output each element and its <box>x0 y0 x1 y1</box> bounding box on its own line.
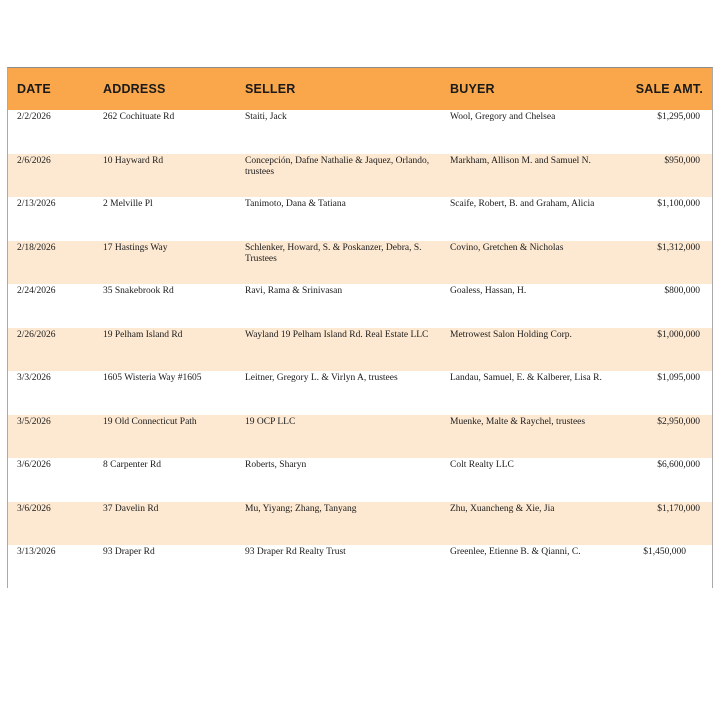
cell-sale-amount: $1,100,000 <box>657 199 700 209</box>
cell-seller: Wayland 19 Pelham Island Rd. Real Estate LLC <box>245 329 429 340</box>
cell-address: 17 Hastings Way <box>103 242 168 253</box>
table-row <box>8 545 713 588</box>
cell-seller: Concepción, Dafne Nathalie & Jaquez, Orlando, trustees <box>245 155 430 177</box>
cell-address: 262 Cochituate Rd <box>103 112 175 122</box>
cell-date: 2/13/2026 <box>17 199 56 209</box>
cell-buyer: Colt Realty LLC <box>450 460 514 470</box>
cell-seller: Ravi, Rama & Srinivasan <box>245 286 343 296</box>
cell-seller: Roberts, Sharyn <box>245 460 307 470</box>
cell-address: 2 Melville Pl <box>103 199 153 209</box>
cell-sale-amount: $1,450,000 <box>643 547 686 557</box>
cell-date: 2/18/2026 <box>17 242 56 253</box>
cell-date: 2/26/2026 <box>17 329 56 340</box>
cell-date: 3/5/2026 <box>17 416 51 427</box>
cell-buyer: Goaless, Hassan, H. <box>450 286 527 296</box>
cell-buyer: Muenke, Malte & Raychel, trustees <box>450 416 586 427</box>
cell-sale-amount: $1,000,000 <box>657 329 700 340</box>
cell-seller: 93 Draper Rd Realty Trust <box>245 547 346 557</box>
cell-seller: Staiti, Jack <box>245 112 287 122</box>
cell-date: 2/2/2026 <box>17 112 51 122</box>
cell-buyer: Scaife, Robert, B. and Graham, Alicia <box>450 199 595 209</box>
cell-sale-amount: $1,312,000 <box>657 242 700 253</box>
cell-buyer: Greenlee, Etienne B. & Qianni, C. <box>450 547 581 557</box>
table-row <box>8 458 713 502</box>
cell-address: 35 Snakebrook Rd <box>103 286 174 296</box>
cell-seller: Tanimoto, Dana & Tatiana <box>245 199 346 209</box>
cell-sale-amount: $6,600,000 <box>657 460 700 470</box>
cell-buyer: Covino, Gretchen & Nicholas <box>450 242 564 253</box>
cell-address: 10 Hayward Rd <box>103 155 164 166</box>
cell-date: 2/6/2026 <box>17 155 51 166</box>
cell-seller: 19 OCP LLC <box>245 416 296 427</box>
table-row <box>8 110 713 154</box>
cell-date: 3/6/2026 <box>17 503 51 514</box>
column-header-buyer[interactable]: BUYER <box>450 82 495 96</box>
sales-table-container <box>7 67 713 588</box>
column-header-date[interactable]: DATE <box>17 82 51 96</box>
table-row <box>8 328 713 372</box>
table-row <box>8 502 713 546</box>
column-header-address[interactable]: ADDRESS <box>103 82 166 96</box>
cell-buyer: Zhu, Xuancheng & Xie, Jia <box>450 503 555 514</box>
cell-seller: Schlenker, Howard, S. & Poskanzer, Debra, S. Trustees <box>245 242 422 264</box>
property-sales-table <box>8 68 713 588</box>
cell-buyer: Markham, Allison M. and Samuel N. <box>450 155 591 166</box>
cell-buyer: Wool, Gregory and Chelsea <box>450 112 556 122</box>
column-header-seller[interactable]: SELLER <box>245 82 296 96</box>
table-row <box>8 415 713 459</box>
cell-address: 1605 Wisteria Way #1605 <box>103 373 202 383</box>
column-header-sale-amount[interactable]: SALE AMT. <box>635 82 703 96</box>
cell-date: 3/13/2026 <box>17 547 56 557</box>
cell-seller: Leitner, Gregory L. & Virlyn A, trustees <box>245 373 398 383</box>
cell-sale-amount: $800,000 <box>664 286 700 296</box>
cell-address: 8 Carpenter Rd <box>103 460 162 470</box>
cell-sale-amount: $1,295,000 <box>657 112 700 122</box>
cell-address: 93 Draper Rd <box>103 547 155 557</box>
cell-sale-amount: $1,170,000 <box>657 503 700 514</box>
cell-buyer: Metrowest Salon Holding Corp. <box>450 329 572 340</box>
cell-address: 19 Old Connecticut Path <box>103 416 197 427</box>
cell-seller: Mu, Yiyang; Zhang, Tanyang <box>245 503 357 514</box>
table-row <box>8 197 713 241</box>
table-row <box>8 241 713 285</box>
cell-sale-amount: $1,095,000 <box>657 373 700 383</box>
cell-address: 37 Davelin Rd <box>103 503 159 514</box>
cell-buyer: Landau, Samuel, E. & Kalberer, Lisa R. <box>450 373 602 383</box>
table-row <box>8 284 713 328</box>
cell-date: 3/3/2026 <box>17 373 51 383</box>
cell-date: 2/24/2026 <box>17 286 56 296</box>
table-row <box>8 154 713 198</box>
cell-sale-amount: $950,000 <box>664 155 700 166</box>
cell-sale-amount: $2,950,000 <box>657 416 700 427</box>
table-row <box>8 371 713 415</box>
cell-address: 19 Pelham Island Rd <box>103 329 183 340</box>
table-header-row <box>8 68 713 110</box>
cell-date: 3/6/2026 <box>17 460 51 470</box>
